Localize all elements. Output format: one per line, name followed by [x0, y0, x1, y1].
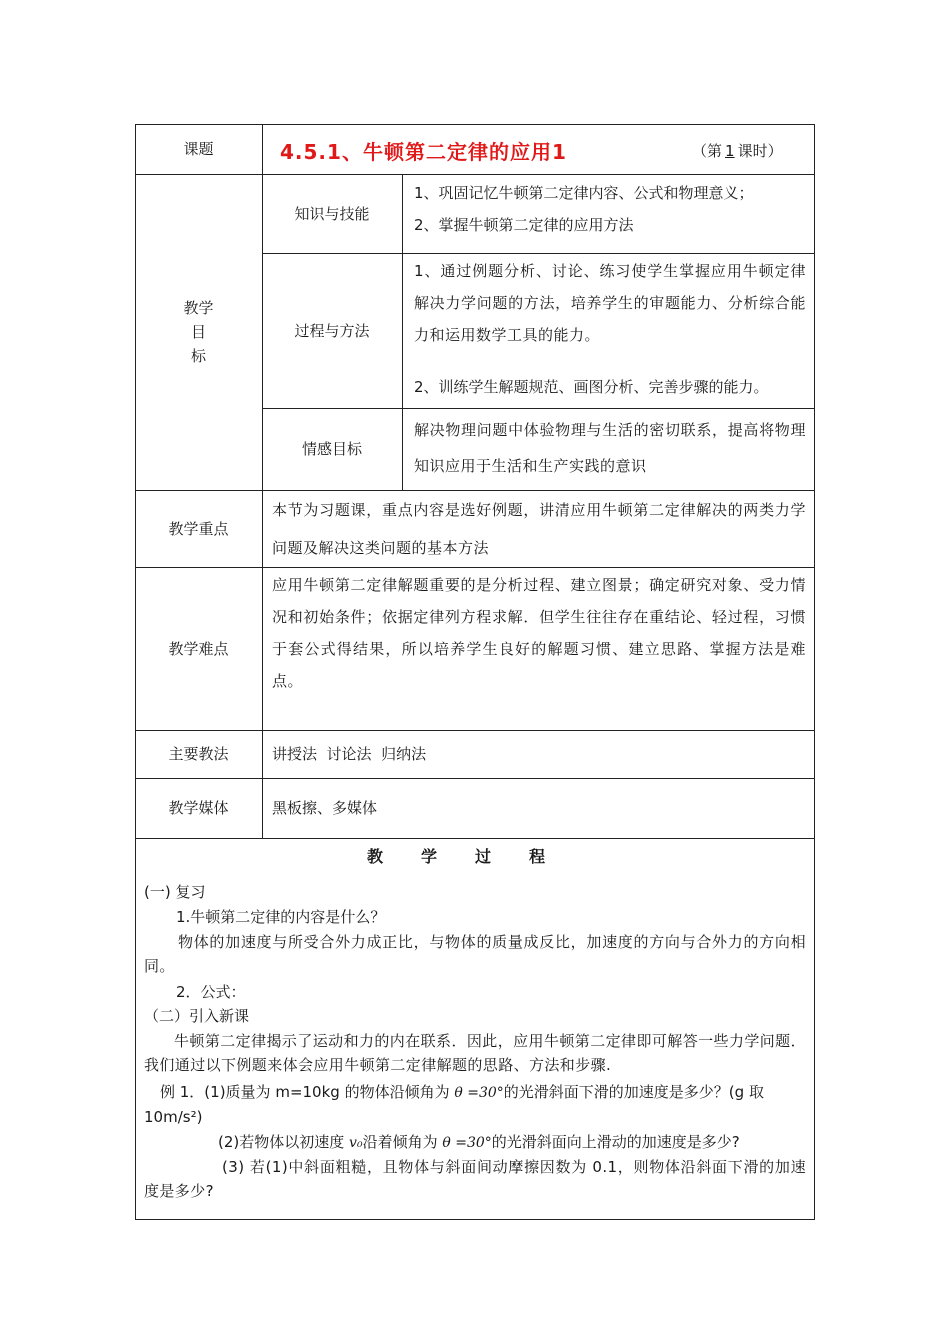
teaching-media-label: 教学媒体	[168, 799, 229, 817]
key-points-label: 教学重点	[168, 519, 229, 538]
period-suffix: 课时）	[737, 142, 783, 160]
example-1-part-1-unit: 10m/s²)	[144, 1108, 203, 1126]
teaching-methods-label: 主要教法	[168, 745, 229, 763]
lesson-title: 4.5.1、牛顿第二定律的应用1	[280, 140, 567, 164]
knowledge-skills-label: 知识与技能	[294, 204, 370, 223]
theta-expression: θ =30°	[454, 1085, 504, 1101]
example-text: 的光滑斜面下滑的加速度是多少？(g 取	[503, 1083, 764, 1101]
process-methods-label: 过程与方法	[294, 321, 370, 340]
theta-expression: θ =30°	[442, 1135, 492, 1151]
divider	[135, 838, 815, 839]
period-prefix: （第	[692, 142, 723, 160]
review-heading: (一) 复习	[144, 883, 206, 901]
emotion-goals-label: 情感目标	[301, 440, 362, 458]
objectives-label-line: 目	[190, 323, 206, 341]
divider	[402, 174, 403, 490]
process-title: 教学过程	[366, 847, 583, 866]
initial-velocity-symbol: v₀	[349, 1135, 363, 1151]
example-1-part-2	[218, 1130, 740, 1155]
review-question-1: 1.牛顿第二定律的内容是什么？	[176, 908, 386, 926]
new-lesson-intro: 牛顿第二定律揭示了运动和力的内在联系．因此，应用牛顿第二定律即可解答一些力学问题．我们通过以下例题来体会应用牛顿第二定律解题的思路、方法和步骤.	[144, 1032, 806, 1074]
difficulties-label: 教学难点	[168, 639, 229, 658]
process-methods-text-2: 2、训练学生解题规范、画图分析、完善步骤的能力。	[414, 378, 769, 396]
objectives-label-line: 标	[190, 347, 206, 365]
difficulties-text: 应用牛顿第二定律解题重要的是分析过程、建立图景；确定研究对象、受力情况和初始条件；依据定律列方程求解．但学生往往存在重结论、轻过程，习惯于套公式得结果，所以培养学生良好的解题习惯、建立思路、掌握方法是难点。	[272, 576, 806, 690]
example-1-part-3: (3) 若(1)中斜面粗糙，且物体与斜面间动摩擦因数为 0.1，则物体沿斜面下滑的加速度是多少?	[144, 1158, 806, 1200]
lesson-period	[692, 140, 783, 161]
review-question-2: 2．公式：	[176, 983, 246, 1001]
teaching-media-text: 黑板擦、多媒体	[272, 799, 378, 817]
teaching-methods-text: 讲授法 讨论法 归纳法	[272, 745, 427, 763]
period-number: 1	[725, 142, 735, 160]
example-text: (2)若物体以初速度	[218, 1133, 345, 1151]
emotion-goals-text: 解决物理问题中体验物理与生活的密切联系，提高将物理知识应用于生活和生产实践的意识	[414, 421, 806, 475]
example-text: 沿着倾角为	[362, 1133, 438, 1151]
knowledge-item-1: 1、巩固记忆牛顿第二定律内容、公式和物理意义；	[414, 184, 754, 202]
objectives-label	[135, 174, 262, 490]
example-1-part-1	[160, 1080, 764, 1105]
topic-label: 课题	[183, 140, 214, 158]
example-text: 的光滑斜面向上滑动的加速度是多少?	[491, 1133, 740, 1151]
process-methods-text-1: 1、通过例题分析、讨论、练习使学生掌握应用牛顿定律解决力学问题的方法，培养学生的审题能力、分析综合能力和运用数学工具的能力。	[414, 262, 806, 344]
new-lesson-heading: （二）引入新课	[144, 1007, 250, 1025]
key-points-text: 本节为习题课，重点内容是选好例题，讲清应用牛顿第二定律解决的两类力学问题及解决这类问题的基本方法	[272, 501, 806, 557]
example-text: 例 1．(1)质量为 m=10kg 的物体沿倾角为	[160, 1083, 450, 1101]
review-answer-1: 物体的加速度与所受合外力成正比，与物体的质量成反比，加速度的方向与合外力的方向相同。	[144, 933, 806, 975]
knowledge-item-2: 2、掌握牛顿第二定律的应用方法	[414, 216, 634, 234]
objectives-label-line: 教学	[183, 299, 214, 317]
